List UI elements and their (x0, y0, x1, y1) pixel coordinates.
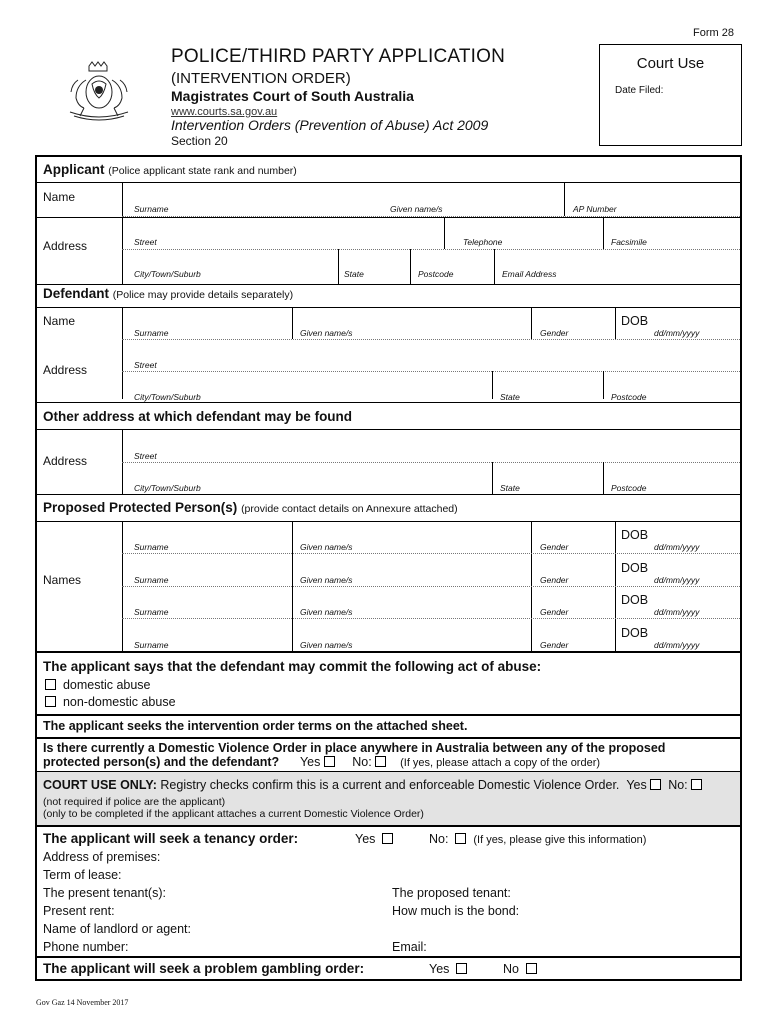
defendant-gender-label: Gender (540, 328, 569, 338)
protected-given-label: Given name/s (300, 575, 353, 585)
applicant-surname-label: Surname (134, 204, 169, 214)
divider (37, 217, 740, 218)
bond-label: How much is the bond: (392, 904, 520, 918)
applicant-facsimile-label: Facsimile (611, 237, 647, 247)
applicant-name-label: Name (43, 190, 76, 204)
gambling-no-checkbox[interactable] (526, 963, 537, 974)
act-name: Intervention Orders (Prevention of Abuse) Act 2009 (171, 117, 489, 133)
dvo-yes-checkbox[interactable] (324, 756, 335, 767)
protected-surname-label: Surname (134, 575, 169, 585)
protected-gender-label: Gender (540, 640, 569, 650)
other-address-heading: Other address at which defendant may be found (43, 409, 353, 424)
form-subtitle: (INTERVENTION ORDER) (171, 70, 351, 87)
protected-surname-label: Surname (134, 607, 169, 617)
other-postcode-label: Postcode (611, 483, 647, 493)
other-city-label: City/Town/Suburb (134, 483, 201, 493)
divider (37, 737, 740, 739)
form-title: POLICE/THIRD PARTY APPLICATION (171, 46, 506, 67)
divider (603, 462, 604, 494)
divider (122, 586, 740, 587)
protected-given-label: Given name/s (300, 640, 353, 650)
dvo-question-line1: Is there currently a Domestic Violence Order in place anywhere in Australia between any of the proposed (43, 741, 666, 755)
protected-given-label: Given name/s (300, 607, 353, 617)
defendant-address-label: Address (43, 363, 88, 377)
term-of-lease-label: Term of lease: (43, 868, 122, 882)
defendant-surname-label: Surname (134, 328, 169, 338)
divider (338, 249, 339, 285)
applicant-address-label: Address (43, 239, 88, 253)
divider (37, 402, 740, 403)
protected-dob-label: DOB (621, 561, 649, 575)
divider (37, 714, 740, 716)
defendant-street-label: Street (134, 360, 157, 370)
divider (122, 618, 740, 619)
protected-names-label: Names (43, 573, 82, 587)
divider (122, 182, 123, 285)
divider (37, 182, 740, 183)
tenancy-no[interactable]: No: (If yes, please give this information) (429, 832, 647, 846)
website-link[interactable]: www.courts.sa.gov.au (171, 106, 278, 118)
protected-gender-label: Gender (540, 607, 569, 617)
divider (37, 284, 740, 285)
tenancy-no-checkbox[interactable] (455, 833, 466, 844)
gambling-heading: The applicant will seek a problem gambling order: (43, 961, 365, 976)
divider (615, 307, 616, 339)
divider (122, 553, 740, 554)
present-rent-label: Present rent: (43, 904, 115, 918)
gambling-yes[interactable]: Yes (429, 962, 467, 976)
applicant-email-label: Email Address (502, 269, 557, 279)
court-use-only-line: COURT USE ONLY: Registry checks confirm this is a current and enforceable Domestic Violence Order. Yes No: (43, 778, 702, 792)
form-frame (35, 155, 742, 981)
defendant-name-label: Name (43, 314, 76, 328)
dvo-no-checkbox[interactable] (375, 756, 386, 767)
divider (531, 307, 532, 339)
court-name: Magistrates Court of South Australia (171, 88, 414, 104)
other-address-label: Address (43, 454, 88, 468)
defendant-name-field[interactable] (122, 339, 740, 340)
applicant-state-label: State (344, 269, 364, 279)
court-use-box (599, 44, 742, 146)
divider (37, 429, 740, 430)
divider (122, 307, 123, 399)
applicant-ap-number-label: AP Number (573, 204, 617, 214)
protected-given-label: Given name/s (300, 542, 353, 552)
applicant-postcode-label: Postcode (418, 269, 454, 279)
protected-gender-label: Gender (540, 542, 569, 552)
gambling-no[interactable]: No (503, 962, 537, 976)
protected-dob-label: DOB (621, 593, 649, 607)
defendant-dob-format: dd/mm/yyyy (654, 328, 700, 338)
divider (37, 494, 740, 495)
divider (492, 371, 493, 399)
landlord-label: Name of landlord or agent: (43, 922, 192, 936)
coat-of-arms-icon (64, 58, 134, 128)
defendant-given-names-label: Given name/s (300, 328, 353, 338)
present-tenant-label: The present tenant(s): (43, 886, 166, 900)
tenancy-yes[interactable]: Yes (355, 832, 393, 846)
defendant-postcode-label: Postcode (611, 392, 647, 402)
protected-heading: Proposed Protected Person(s) (provide contact details on Annexure attached) (43, 500, 458, 515)
applicant-given-names-label: Given name/s (390, 204, 443, 214)
court-no-checkbox[interactable] (691, 779, 702, 790)
other-state-label: State (500, 483, 520, 493)
protected-dob-format: dd/mm/yyyy (654, 575, 700, 585)
domestic-abuse-option[interactable]: domestic abuse (45, 678, 151, 692)
divider (603, 217, 604, 249)
defendant-state-label: State (500, 392, 520, 402)
protected-dob-label: DOB (621, 528, 649, 542)
dvo-question-line2: protected person(s) and the defendant? Yes No: (If yes, please attach a copy of the order) (43, 755, 601, 769)
court-use-title: Court Use (636, 55, 705, 72)
defendant-heading: Defendant (Police may provide details separately) (43, 286, 294, 301)
divider (37, 651, 740, 653)
applicant-heading: Applicant (Police applicant state rank and number) (43, 162, 297, 177)
applicant-city-label: City/Town/Suburb (134, 269, 201, 279)
section-number: Section 20 (171, 134, 228, 148)
tenancy-yes-checkbox[interactable] (382, 833, 393, 844)
premises-label: Address of premises: (43, 850, 161, 864)
protected-dob-label: DOB (621, 626, 649, 640)
date-filed-label: Date Filed: (615, 85, 664, 96)
divider (603, 371, 604, 399)
divider (492, 462, 493, 494)
tenancy-heading: The applicant will seek a tenancy order: (43, 831, 299, 846)
protected-dob-format: dd/mm/yyyy (654, 607, 700, 617)
protected-surname-label: Surname (134, 640, 169, 650)
protected-gender-label: Gender (540, 575, 569, 585)
proposed-tenant-label: The proposed tenant: (392, 886, 511, 900)
divider (494, 249, 495, 285)
abuse-heading: The applicant says that the defendant may commit the following act of abuse: (43, 659, 542, 674)
court-use-note2: (only to be completed if the applicant attaches a current Domestic Violence Order) (43, 808, 424, 820)
applicant-street-field[interactable] (122, 249, 740, 250)
court-yes-checkbox[interactable] (650, 779, 661, 790)
divider (444, 217, 445, 249)
gambling-yes-checkbox[interactable] (456, 963, 467, 974)
defendant-city-label: City/Town/Suburb (134, 392, 201, 402)
divider (37, 307, 740, 308)
protected-dob-format: dd/mm/yyyy (654, 640, 700, 650)
footer-text: Gov Gaz 14 November 2017 (36, 998, 129, 1007)
divider (37, 956, 740, 958)
divider (37, 521, 740, 522)
checkbox[interactable] (45, 696, 56, 707)
divider (292, 307, 293, 339)
phone-label: Phone number: (43, 940, 129, 954)
other-street-label: Street (134, 451, 157, 461)
divider (564, 182, 565, 216)
defendant-dob-label: DOB (621, 314, 649, 328)
applicant-telephone-label: Telephone (463, 237, 503, 247)
other-street-field[interactable] (122, 462, 740, 463)
protected-surname-label: Surname (134, 542, 169, 552)
email-label: Email: (392, 940, 427, 954)
terms-text: The applicant seeks the intervention order terms on the attached sheet. (43, 719, 468, 733)
divider (37, 825, 740, 827)
form-number: Form 28 (693, 27, 734, 39)
defendant-street-field[interactable] (122, 371, 740, 372)
divider (410, 249, 411, 285)
protected-dob-format: dd/mm/yyyy (654, 542, 700, 552)
non-domestic-abuse-option[interactable]: non-domestic abuse (45, 695, 176, 709)
checkbox[interactable] (45, 679, 56, 690)
applicant-street-label: Street (134, 237, 157, 247)
court-use-note1: (not required if police are the applicant) (43, 796, 226, 808)
